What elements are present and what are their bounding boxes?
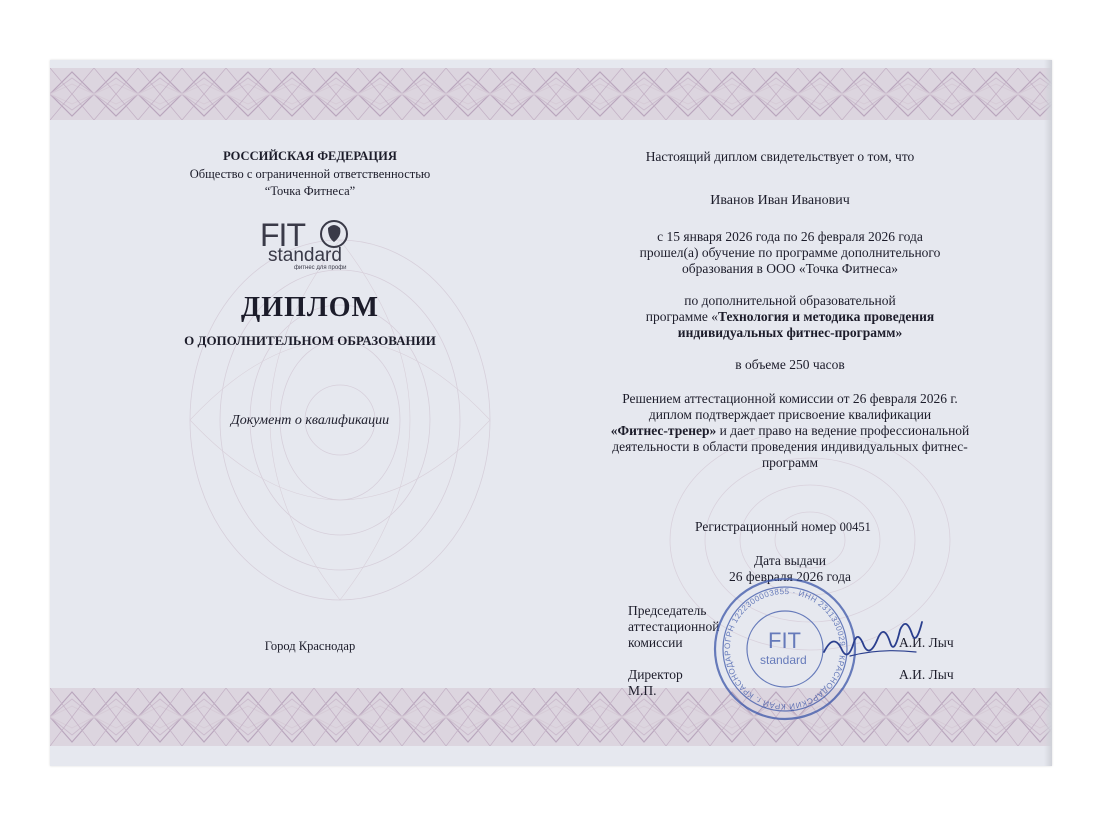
svg-text:standard: standard: [268, 245, 342, 266]
bottom-ornament-border: [50, 688, 1052, 746]
seal-place-label: М.П.: [628, 683, 657, 698]
chairman-name: А.И. Лыч: [899, 635, 954, 650]
program-hours: в объеме 250 часов: [735, 357, 845, 372]
program-name-part-2: индивидуальных фитнес-программ»: [677, 325, 903, 340]
director-label: Директор: [628, 667, 683, 682]
svg-text:фитнес для профи: фитнес для профи: [294, 265, 347, 270]
organization-type: Общество с ограниченной ответственностью: [189, 167, 431, 181]
decision-line-5: программ: [761, 455, 819, 470]
decision-line-1: Решением аттестационной комиссии от 26 февраля 2026 г.: [622, 391, 958, 406]
document-type: Документ о квалификации: [230, 413, 390, 428]
registration-value: 00451: [839, 520, 871, 534]
organization-name: “Точка Фитнеса”: [264, 184, 356, 198]
diploma-subtitle: О ДОПОЛНИТЕЛЬНОМ ОБРАЗОВАНИИ: [184, 333, 436, 348]
top-ornament-border: [50, 68, 1052, 120]
issue-date: 26 февраля 2026 года: [729, 569, 851, 584]
chairman-label-3: комиссии: [628, 635, 683, 650]
program-prefix: программе «: [645, 309, 719, 324]
diploma-sheet: [50, 60, 1052, 766]
program-line-1: [590, 308, 990, 325]
fit-standard-logo: [258, 212, 408, 270]
svg-text:ОГРН 1222300003855 · ИНН 23113: ОГРН 1222300003855 · ИНН 2311330029 · КРАСНОДАРСКИЙ КРАЙ г. КРАСНОДАР: [722, 586, 848, 712]
director-name: А.И. Лыч: [899, 667, 954, 682]
decision-line-3-rest: и дает право на ведение профессиональной: [716, 423, 970, 438]
diploma-title: ДИПЛОМ: [241, 292, 379, 323]
chairman-signature: [820, 612, 925, 670]
svg-text:FIT: FIT: [768, 628, 801, 653]
left-background-rosette: [180, 220, 500, 640]
svg-text:FIT: FIT: [260, 217, 305, 253]
svg-text:standard: standard: [760, 653, 807, 667]
study-period: с 15 января 2026 года по 26 февраля 2026 года: [657, 229, 923, 244]
training-line-2: образования в ООО «Точка Фитнеса»: [681, 261, 899, 276]
decision-line-3: [580, 422, 1000, 439]
chairman-label-2: аттестационной: [628, 619, 720, 634]
chairman-label-1: Председатель: [628, 603, 707, 618]
training-line-1: прошел(а) обучение по программе дополнительного: [639, 245, 941, 260]
registration-number: [695, 518, 871, 536]
program-name-part-1: Технология и методика проведения: [718, 309, 935, 324]
certification-intro: Настоящий диплом свидетельствует о том, что: [645, 149, 915, 164]
decision-line-2: диплом подтверждает присвоение квалификации: [648, 407, 932, 422]
country-heading: РОССИЙСКАЯ ФЕДЕРАЦИЯ: [223, 149, 397, 163]
registration-label: Регистрационный номер: [695, 519, 837, 534]
recipient-name: Иванов Иван Иванович: [710, 193, 850, 208]
decision-line-4: деятельности в области проведения индивидуальных фитнес-: [612, 439, 968, 454]
issue-date-label: Дата выдачи: [753, 553, 827, 568]
qualification-name: «Фитнес-тренер»: [610, 423, 717, 438]
city: Город Краснодар: [264, 639, 356, 653]
program-intro: по дополнительной образовательной: [684, 293, 896, 308]
